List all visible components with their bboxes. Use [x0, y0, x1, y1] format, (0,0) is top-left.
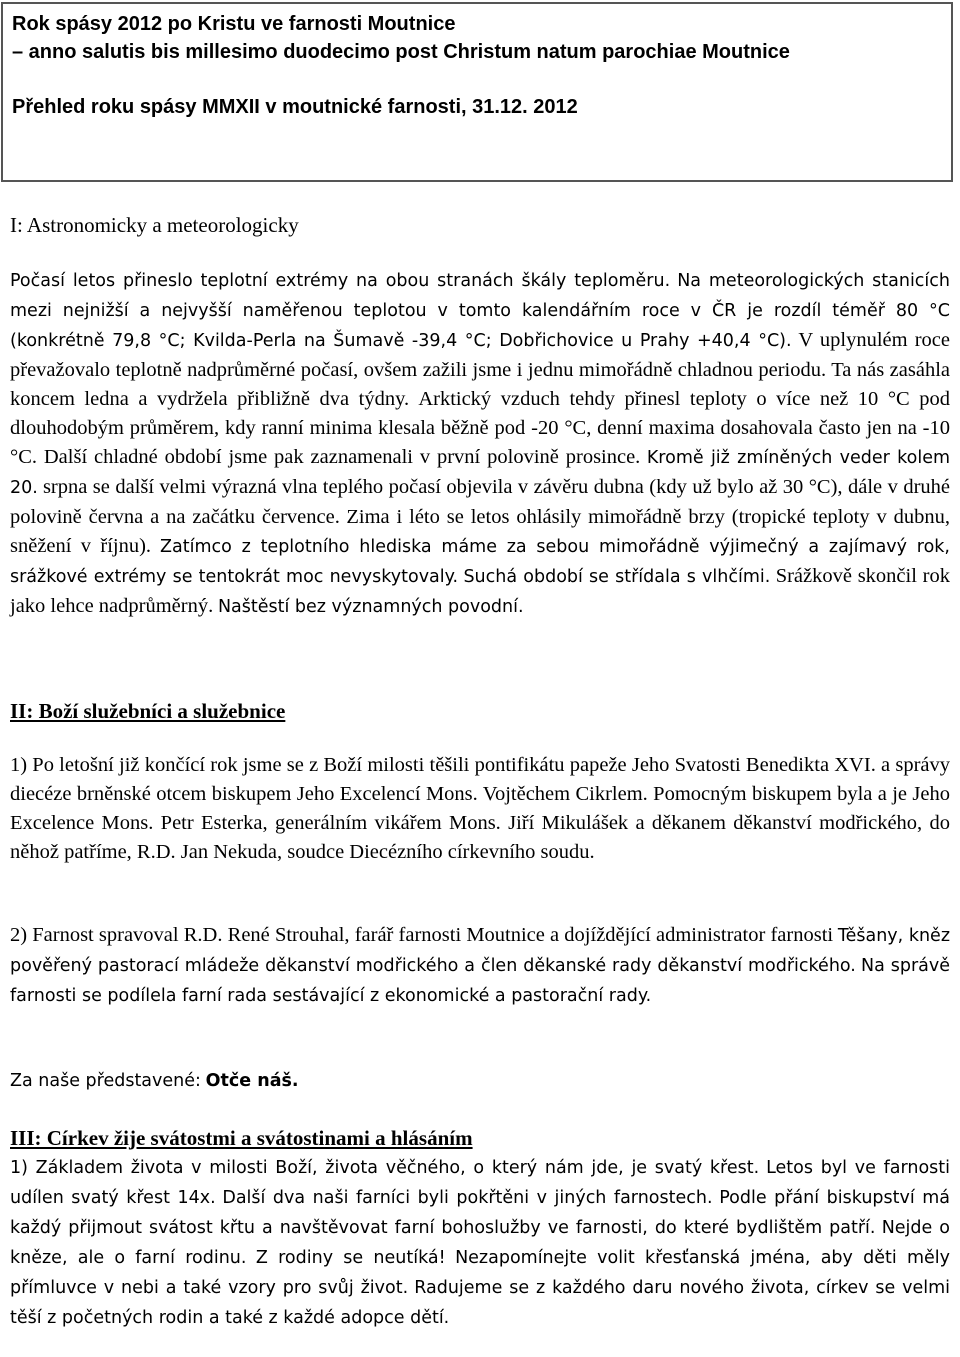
s1-text-1: Počasí letos přineslo teplotní extrémy na obou stranách škály teploměru. [10, 271, 671, 291]
section1-heading: I: Astronomicky a meteorologicky [10, 213, 299, 237]
s1-text-2: Na meteorologických stanicích mezi nejnižší a nejvyšší naměřenou teplotou v tomto kalendářním roce v ČR je rozdíl téměř 80 °C (konkrétně 79,8 °C; Kvilda-Perla na Šumavě -39,4 °C; Dobřichovice u Prahy +40,4 °C). [10, 271, 951, 351]
s1-text-4: Ta nás zasáhla koncem ledna a vydržela přibližně dva týdny. [10, 359, 950, 410]
s1-text-9: Zatímco z teplotního hlediska máme za sebou mimořádně výjimečný a zajímavý rok, srážkové extrémy se tentokrát moc nevyskytovaly. [10, 537, 951, 587]
s1-text-10: Suchá období se střídala s vlhčími. [463, 567, 771, 587]
header-latin-title: – anno salutis bis millesimo duodecimo post Christum natum parochiae Moutnice [12, 41, 790, 63]
section1-paragraph [10, 266, 950, 622]
header-subtitle: Přehled roku spásy MMXII v moutnické farnosti, 31.12. 2012 [12, 96, 578, 118]
section3-paragraph [10, 1153, 950, 1333]
s3-text-4: Podle přání biskupství má každý přijmout svátost křtu a navštěvovat farní bohoslužby ve farnosti, do které bydlištěm patří. [10, 1188, 951, 1238]
section3-heading: III: Církev žije svátostmi a svátostinami a hlásáním [10, 1126, 473, 1150]
header-title: Rok spásy 2012 po Kristu ve farnosti Moutnice [12, 13, 456, 35]
s2-item2-text-b: Těšany, kněz pověřený pastorací mládeže děkanství modřického a člen děkanské rady děkanství modřického. [10, 926, 951, 976]
s3-text-3: Další dva naši farníci byli pokřtěni v jiných farnostech. [222, 1188, 713, 1208]
s1-text-8: Zima i léto se letos ohlásily mimořádně brzy (tropické teploty v dubnu, sněžení v říjnu). [10, 506, 950, 557]
s1-text-11: Srážkově skončil rok jako lehce nadprůměrný. [10, 565, 950, 617]
s1-text-3: V uplynulém roce převažovalo teplotně nadprůměrné počasí, ovšem zažili jsme i jednu mimořádně chladnou periodu. [10, 329, 950, 381]
section2-item2 [10, 921, 950, 1011]
s3-text-6: Z rodiny se neutíká! [255, 1248, 446, 1268]
s1-text-12: Naštěstí bez významných povodní. [217, 597, 524, 617]
section2-item1 [10, 751, 950, 867]
s3-text-5: Nejde o kněze, ale o farní rodinu. [10, 1218, 951, 1268]
s2-item2-text-c: Na správě farnosti se podílela farní rada sestávající z ekonomické a pastorační rady. [10, 956, 951, 1006]
s3-text-2: Letos byl ve farnosti udílen svatý křest 14x. [10, 1158, 950, 1208]
s3-text-8: Radujeme se z každého daru nového života, církev se velmi těší z početných rodin a také z každé adopce dětí. [10, 1278, 951, 1328]
s3-text-7: Nezapomínejte volit křesťanská jména, aby děti měly přímluvce v nebi a také vzory pro svůj život. [10, 1248, 950, 1298]
prayer-line [10, 1066, 950, 1096]
s1-text-5: Arktický vzduch tehdy přinesl teploty o více než 10 °C pod dlouhodobým průměrem, kdy ranní minima klesala běžně pod -20 °C, denní maxima dosahovala často jen na -10 °C. Další chladné období jsme pak zaznamenali v první polovině prosince. [10, 388, 951, 468]
s1-text-7: srpna se další velmi výrazná vlna teplého počasí objevila v závěru dubna (kdy už bylo až 30 °C), dále v druhé polovině června a na začátku července. [10, 476, 950, 528]
header-box [1, 2, 953, 182]
s2-item2-text-a: 2) Farnost spravoval R.D. René Strouhal, farář farnosti Moutnice a dojíždějící administrator farnosti [10, 924, 834, 946]
prayer-bold: Otče náš. [205, 1071, 299, 1091]
s1-text-6: Kromě již zmíněných veder kolem 20. [10, 448, 951, 498]
s3-text-1: 1) Základem života v milosti Boží, života věčného, o který nám jde, je svatý křest. [10, 1158, 760, 1178]
section2-heading: II: Boží služebníci a služebnice [10, 699, 286, 723]
prayer-prefix: Za naše představené: [10, 1071, 201, 1091]
s2-item1-text: 1) Po letošní již končící rok jsme se z Boží milosti těšili pontifikátu papeže Jeho Svatosti Benedikta XVI. a správy diecéze brněnské otcem biskupem Jeho Excelencí Mons. Vojtěchem Cikrlem. Pomocným biskupem byla a je Jeho Excelence Mons. Petr Esterka, generálním vikářem Mons. Jiří Mikulášek a děkanem děkanství modřického, do něhož patříme, R.D. Jan Nekuda, soudce Diecézního církevního soudu. [10, 754, 950, 863]
